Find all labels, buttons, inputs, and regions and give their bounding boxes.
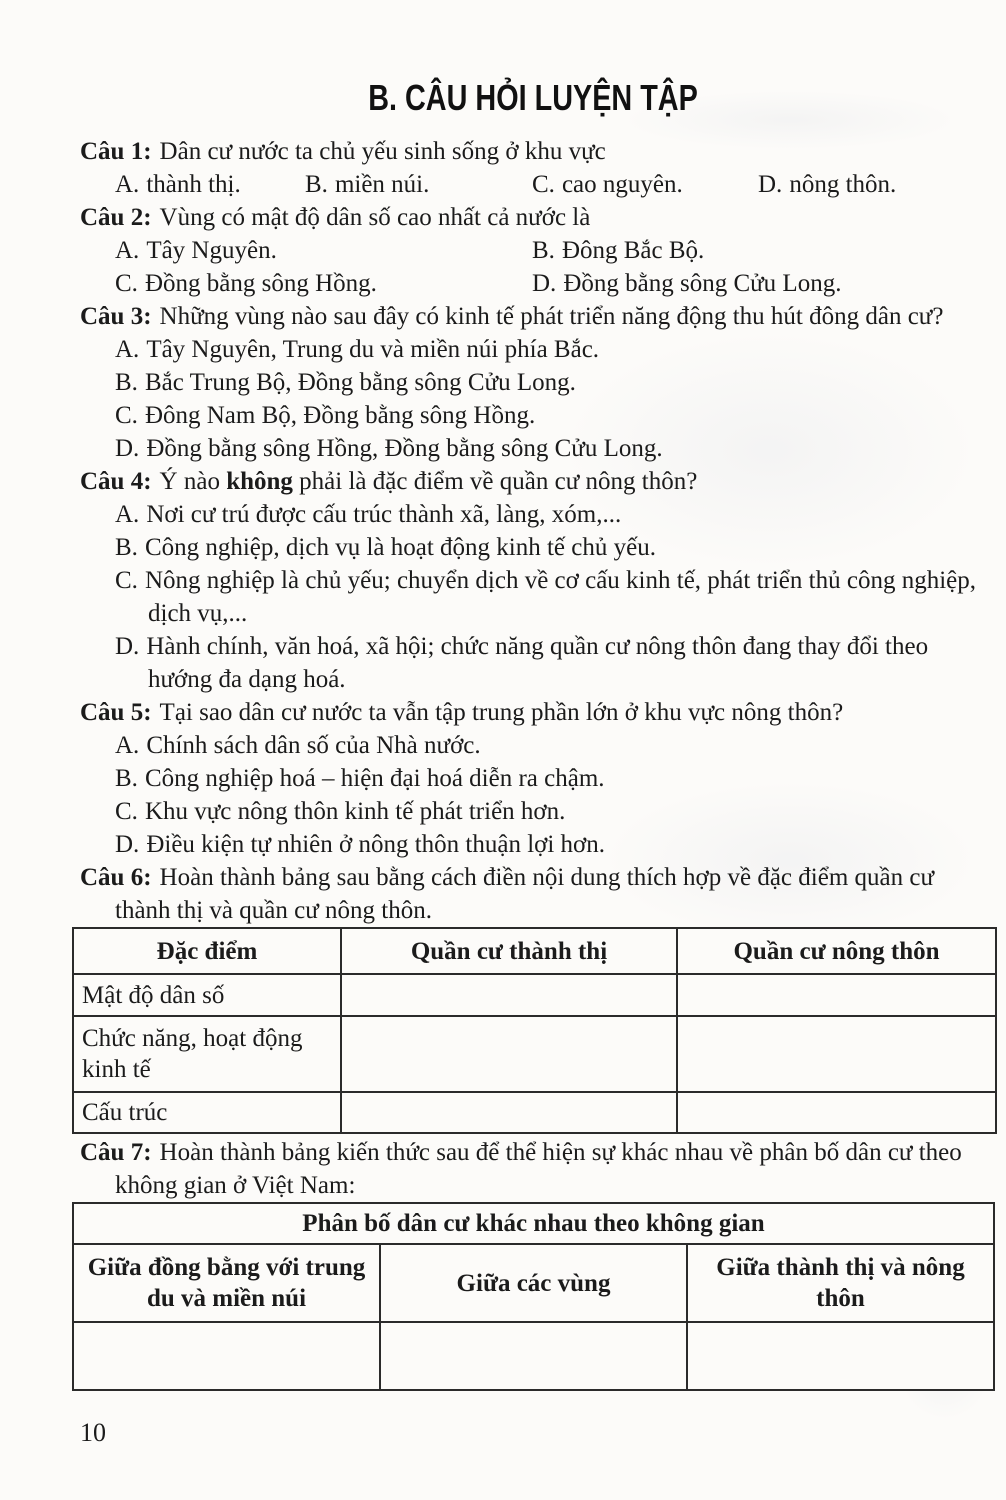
question-3-option-c: C. Đông Nam Bộ, Đồng bằng sông Hồng. xyxy=(115,402,536,429)
table-row xyxy=(73,1092,996,1133)
question-4-stem xyxy=(80,465,986,498)
question-3-option-a: A. Tây Nguyên, Trung du và miền núi phía Bắc. xyxy=(115,336,600,363)
question-3-option-b: B. Bắc Trung Bộ, Đồng bằng sông Cửu Long. xyxy=(115,369,576,396)
question-2-text: Vùng có mật độ dân số cao nhất cả nước là xyxy=(159,204,591,231)
question-1 xyxy=(80,135,986,201)
table2-header-urban-rural: Giữa thành thị và nông thôn xyxy=(687,1244,994,1322)
table1-blank-cell xyxy=(677,1016,996,1092)
question-5-stem xyxy=(80,696,986,729)
question-4-option-a: A. Nơi cư trú được cấu trúc thành xã, làng, xóm,... xyxy=(115,501,622,528)
table-title-row xyxy=(73,1203,994,1244)
table2-blank-cell xyxy=(687,1322,994,1390)
table1-blank-cell xyxy=(677,974,996,1016)
question-1-option-b: B. miền núi. xyxy=(305,171,430,198)
question-2-option-c: C. Đồng bằng sông Hồng. xyxy=(115,270,377,297)
table-header-row xyxy=(73,1244,994,1322)
question-5-options xyxy=(80,729,986,861)
question-6 xyxy=(80,861,986,927)
question-2-stem xyxy=(80,201,986,234)
question-1-stem xyxy=(80,135,986,168)
question-3-option-d: D. Đồng bằng sông Hồng, Đồng bằng sông Cửu Long. xyxy=(115,435,663,462)
question-5-option-c: C. Khu vực nông thôn kinh tế phát triển hơn. xyxy=(115,798,566,825)
question-2 xyxy=(80,201,986,300)
page-content xyxy=(80,78,986,1391)
question-5-option-b: B. Công nghiệp hoá – hiện đại hoá diễn ra chậm. xyxy=(115,765,605,792)
table1-blank-cell xyxy=(677,1092,996,1133)
question-2-option-a: A. Tây Nguyên. xyxy=(115,237,277,264)
question-3-stem xyxy=(80,300,986,333)
question-6-stem xyxy=(80,861,986,927)
question-2-option-b: B. Đông Bắc Bộ. xyxy=(532,237,705,264)
table1-row-label-structure: Cấu trúc xyxy=(73,1092,341,1133)
question-5-option-a: A. Chính sách dân số của Nhà nước. xyxy=(115,732,481,759)
question-1-option-d: D. nông thôn. xyxy=(758,171,897,198)
question-1-option-a: A. thành thị. xyxy=(115,171,241,198)
question-1-label: Câu 1: xyxy=(80,138,152,165)
question-5-option-d: D. Điều kiện tự nhiên ở nông thôn thuận lợi hơn. xyxy=(115,831,606,858)
question-4-option-c: C. Nông nghiệp là chủ yếu; chuyển dịch về cơ cấu kinh tế, phát triển thủ công nghiệp, dịch vụ,... xyxy=(115,567,976,627)
table1-header-rural: Quần cư nông thôn xyxy=(677,928,996,974)
question-3 xyxy=(80,300,986,465)
table2-header-regions: Giữa các vùng xyxy=(380,1244,687,1322)
table1-blank-cell xyxy=(341,1016,677,1092)
table1-row-label-density: Mật độ dân số xyxy=(73,974,341,1016)
table1-blank-cell xyxy=(341,974,677,1016)
question-6-text: Hoàn thành bảng sau bằng cách điền nội dung thích hợp về đặc điểm quần cư thành thị và quần cư nông thôn. xyxy=(115,864,935,924)
question-7-label: Câu 7: xyxy=(80,1139,152,1166)
question-4-text-before: Ý nào xyxy=(159,468,220,495)
section-heading xyxy=(80,78,986,119)
question-4-option-b: B. Công nghiệp, dịch vụ là hoạt động kinh tế chủ yếu. xyxy=(115,534,656,561)
table-row xyxy=(73,1322,994,1390)
question-1-text: Dân cư nước ta chủ yếu sinh sống ở khu vực xyxy=(159,138,606,165)
question-4-option-d: D. Hành chính, văn hoá, xã hội; chức năng quần cư nông thôn đang thay đổi theo hướng đa dạng hoá. xyxy=(115,633,929,693)
question-5-label: Câu 5: xyxy=(80,699,152,726)
question-7 xyxy=(80,1136,986,1202)
question-7-stem xyxy=(80,1136,986,1202)
table-row xyxy=(73,974,996,1016)
table1-row-label-function: Chức năng, hoạt động kinh tế xyxy=(73,1016,341,1092)
section-title: B. CÂU HỎI LUYỆN TẬP xyxy=(368,77,698,118)
question-1-options xyxy=(80,168,986,201)
table2-title: Phân bố dân cư khác nhau theo không gian xyxy=(73,1203,994,1244)
table2-header-plains-mountains: Giữa đồng bằng với trung du và miền núi xyxy=(73,1244,380,1322)
question-2-option-d: D. Đồng bằng sông Cửu Long. xyxy=(532,270,842,297)
question-2-label: Câu 2: xyxy=(80,204,152,231)
table1-blank-cell xyxy=(341,1092,677,1133)
table1-header-characteristic: Đặc điểm xyxy=(73,928,341,974)
question-5 xyxy=(80,696,986,861)
table-row xyxy=(73,1016,996,1092)
table2-blank-cell xyxy=(73,1322,380,1390)
question-3-label: Câu 3: xyxy=(80,303,152,330)
question-3-options xyxy=(80,333,986,465)
question-4-options xyxy=(80,498,986,696)
question-2-options xyxy=(80,234,986,300)
question-3-text: Những vùng nào sau đây có kinh tế phát triển năng động thu hút đông dân cư? xyxy=(159,303,944,330)
table1-header-urban: Quần cư thành thị xyxy=(341,928,677,974)
question-4-label: Câu 4: xyxy=(80,468,152,495)
question-5-text: Tại sao dân cư nước ta vẫn tập trung phần lớn ở khu vực nông thôn? xyxy=(159,699,844,726)
table-header-row xyxy=(73,928,996,974)
settlement-comparison-table xyxy=(72,927,997,1134)
table2-blank-cell xyxy=(380,1322,687,1390)
question-4-bold-word: không xyxy=(226,468,293,495)
question-7-text: Hoàn thành bảng kiến thức sau để thể hiện sự khác nhau về phân bố dân cư theo không gian ở Việt Nam: xyxy=(115,1139,962,1199)
page-number: 10 xyxy=(80,1418,106,1447)
question-6-label: Câu 6: xyxy=(80,864,152,891)
question-4 xyxy=(80,465,986,696)
question-1-option-c: C. cao nguyên. xyxy=(532,171,683,198)
population-distribution-table xyxy=(72,1202,995,1391)
question-4-text-after: phải là đặc điểm về quần cư nông thôn? xyxy=(299,468,698,495)
